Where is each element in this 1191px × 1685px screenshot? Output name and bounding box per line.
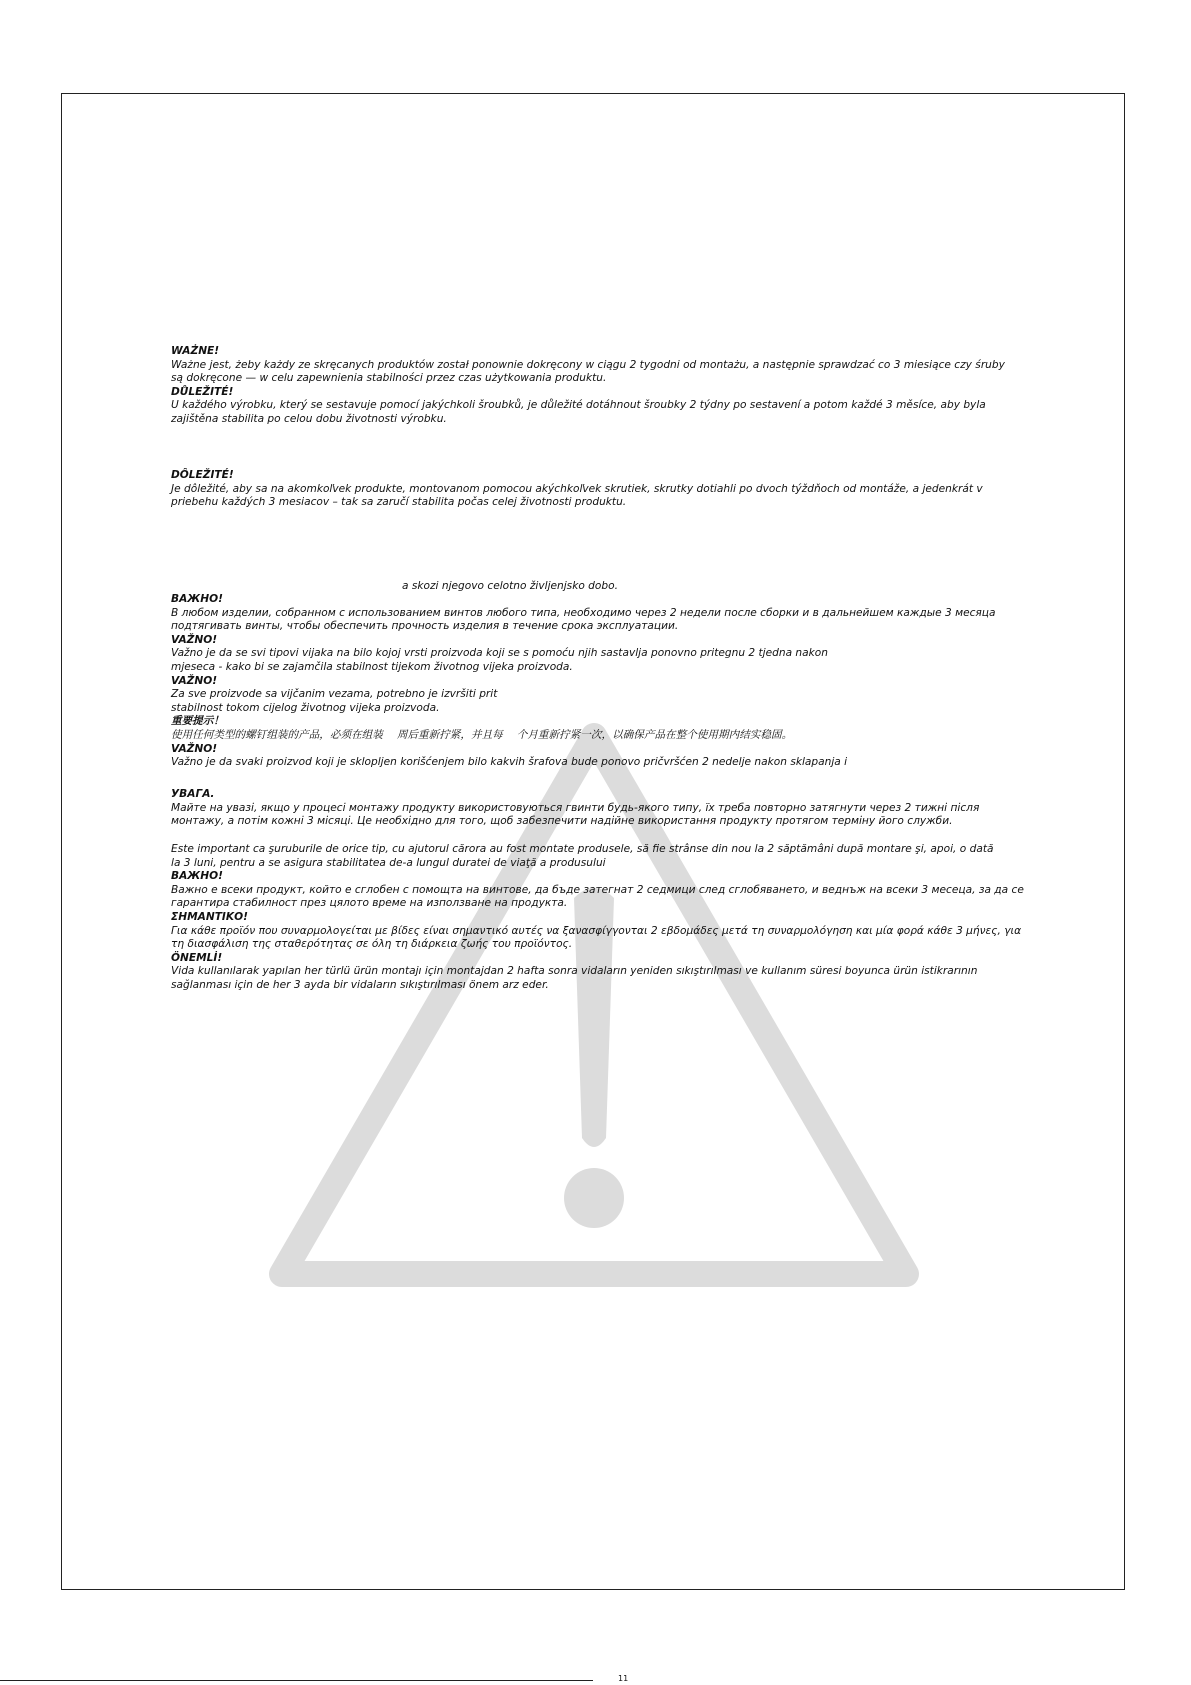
paragraph-line: Važno je da svaki proizvod koji je sklopljen korišćenjem bilo kakvih šrafova bude ponovo pričvršćen 2 nedelje nakon sklapanja i xyxy=(171,756,848,769)
heading: VAŽNO! xyxy=(171,674,218,687)
paragraph-line: stabilnost tokom cijelog životnog vijeka proizvoda. xyxy=(171,701,440,714)
section-group-4 xyxy=(171,843,1071,993)
heading: ÖNEMLİ! xyxy=(171,951,223,964)
paragraph-line: Για κάθε προϊόν που συναρμολογείται με βίδες είναι σημαντικό αυτές να ξανασφίγγονται 2 εβδομάδες μετά τη συναρμολόγηση και μία φορά κάθε 3 μήνες, για xyxy=(171,924,1022,937)
heading: ΣΗΜΑΝΤΙΚΟ! xyxy=(171,910,248,923)
paragraph-line: τη διασφάλιση της σταθερότητας σε όλη τη διάρκεια ζωής του προϊόντος. xyxy=(171,938,573,951)
paragraph-line: подтягивать винты, чтобы обеспечить прочность изделия в течение срока эксплуатации. xyxy=(171,620,679,633)
heading: DÔLEŽITÉ! xyxy=(171,469,234,481)
heading: VAŽNO! xyxy=(171,742,218,755)
paragraph-line: są dokręcone — w celu zapewnienia stabilności przez czas użytkowania produktu. xyxy=(171,372,607,385)
footer-rule xyxy=(0,1680,593,1681)
paragraph-line: la 3 luni, pentru a se asigura stabilitatea de-a lungul duratei de viaţă a produsului xyxy=(171,856,606,869)
section-group-2 xyxy=(171,593,1071,770)
heading: ВАЖНО! xyxy=(171,593,223,605)
paragraph-line: Важно е всеки продукт, който е сглобен с помощта на винтове, да бъде затегнат 2 седмици след сглобяването, и веднъж на всеки 3 месеца, за да се xyxy=(171,883,1024,896)
paragraph-line: гарантира стабилност през цялото време на използване на продукта. xyxy=(171,897,568,910)
section-slovak xyxy=(171,469,1071,510)
heading: WAŻNE! xyxy=(171,345,220,357)
paragraph-line: Za sve proizvode sa vijčanim vezama, potrebno je izvršiti prit xyxy=(171,688,498,701)
heading: УВАГА. xyxy=(171,788,215,800)
paragraph-line: Майте на увазі, якщо у процесі монтажу продукту використовуються гвинти будь-якого типу, їх треба повторно затягнути через 2 тижні після xyxy=(171,801,980,814)
heading: ВАЖНО! xyxy=(171,870,223,883)
paragraph-line: Ważne jest, żeby każdy ze skręcanych produktów został ponownie dokręcony w ciągu 2 tygodni od montażu, a następnie sprawdzać co 3 miesiące czy śruby xyxy=(171,358,1005,371)
paragraph-line: В любом изделии, собранном с использованием винтов любого типа, необходимо через 2 недели после сборки и в дальнейшем каждые 3 месяца xyxy=(171,606,996,619)
paragraph-line: sağlanması için de her 3 ayda bir vidaların sıkıştırılması önem arz eder. xyxy=(171,978,549,991)
paragraph-line: Este important ca şuruburile de orice tip, cu ajutorul cărora au fost montate produsele, să fie strânse din nou la 2 săptămâni după montare şi, apoi, o dată xyxy=(171,843,994,855)
paragraph-line: Vida kullanılarak yapılan her türlü ürün montajı için montajdan 2 hafta sonra vidaların yeniden sıkıştırılması ve kullanım süresi boyunca ürün istikrarının xyxy=(171,965,978,978)
heading: 重要提示！ xyxy=(171,715,224,728)
paragraph-line: монтажу, а потім кожні 3 місяці. Це необхідно для того, щоб забезпечити надійне використання продукту протягом терміну його служби. xyxy=(171,815,953,828)
paragraph-line: mjeseca - kako bi se zajamčila stabilnost tijekom životnog vijeka proizvoda. xyxy=(171,660,573,673)
heading: DŮLEŽITÉ! xyxy=(171,385,234,398)
paragraph-line: priebehu každých 3 mesiacov – tak sa zaručí stabilita počas celej životnosti produktu. xyxy=(171,496,627,509)
paragraph-line: zajištěna stabilita po celou dobu životnosti výrobku. xyxy=(171,412,447,425)
orphan-line: a skozi njegovo celotno življenjsko dobo. xyxy=(402,580,618,592)
paragraph-line: 使用任何类型的螺钉组装的产品，必须在组装 周后重新拧紧，并且每 个月重新拧紧一次，以确保产品在整个使用期内结实稳固。 xyxy=(171,728,793,741)
paragraph-line: Je dôležité, aby sa na akomkoľvek produkte, montovanom pomocou akýchkoľvek skrutiek, skrutky dotiahli po dvoch týždňoch od montáže, a jedenkrát v xyxy=(171,482,983,495)
paragraph-line: U každého výrobku, který se sestavuje pomocí jakýchkoli šroubků, je důležité dotáhnout šroubky 2 týdny po sestavení a potom každé 3 měsíce, aby byla xyxy=(171,399,986,412)
section-ukrainian xyxy=(171,788,1071,829)
paragraph-line: Važno je da se svi tipovi vijaka na bilo kojoj vrsti proizvoda koji se s pomoću njih sastavlja ponovno pritegnu 2 tjedna nakon xyxy=(171,647,828,660)
heading: VAŽNO! xyxy=(171,633,218,646)
section-polish xyxy=(171,345,1071,427)
page-number: 11 xyxy=(618,1674,629,1683)
